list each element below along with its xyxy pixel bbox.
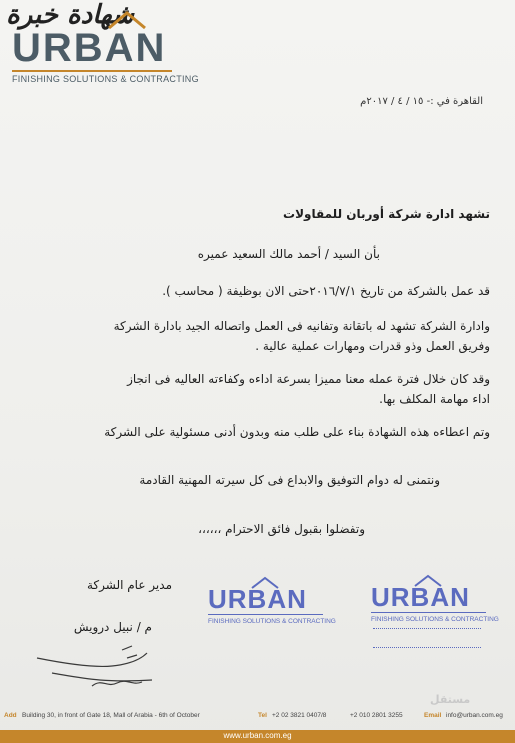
footer [0,708,515,728]
watermark: مستقل [430,693,471,706]
signature-block [22,568,172,698]
footer-address: Building 30, in front of Gate 18, Mall of Arabia - 6th of October [22,712,200,719]
body-line-1: تشهد ادارة شركة أوربان للمقاولات [283,207,490,221]
body-line-6: وقد كان خلال فترة عمله معنا مميزا بسرعة اداءه وكفاءته العاليه فى انجاز [127,372,490,386]
logo-tagline: FINISHING SOLUTIONS & CONTRACTING [12,74,199,84]
footer-mobile: +2 010 2801 3255 [350,712,403,719]
body-line-7: اداء مهامة المكلف بها. [379,392,490,406]
signature-role: مدير عام الشركة [86,578,172,592]
stamp-word: URBAN [371,582,470,612]
body-line-3: قد عمل بالشركة من تاريخ ٢٠١٦/٧/١حتى الان بوظيفة ( محاسب ). [162,284,490,298]
footer-email: info@urban.com.eg [446,712,503,719]
logo-divider [12,70,172,72]
footer-tel: +2 02 3821 0407/8 [272,712,327,719]
company-stamp-2 [363,574,499,654]
signature-name: م / نبيل درويش [73,620,152,634]
footer-tel-label: Tel [258,712,267,719]
body-line-9: ونتمنى له دوام التوفيق والابداع فى كل سيرته المهنية القادمة [139,473,440,487]
body-line-5: وفريق العمل وذو قدرات ومهارات عملية عالية . [255,339,490,353]
title-text: شهادة خبرة [6,0,134,30]
stamp-word: URBAN [208,584,307,614]
date-line: القاهرة في :- ١٥ / ٤ / ٢٠١٧م [360,96,483,107]
body-line-8: وتم اعطاءه هذه الشهادة بناء على طلب منه وبدون أدنى مسئولية على الشركة [104,425,490,439]
body-line-2: بأن السيد / أحمد مالك السعيد عميره [197,247,380,261]
stamp-tagline: FINISHING SOLUTIONS & CONTRACTING [371,616,499,623]
stamp-divider [371,612,486,613]
stamp-tagline: FINISHING SOLUTIONS & CONTRACTING [208,618,336,625]
handwritten-signature [32,638,172,698]
logo-word: URBAN [12,26,167,70]
stamp-registration-lines [373,628,481,648]
body-line-4: وادارة الشركة تشهد له باتقانة وتفانيه فى العمل واتصاله الجيد بادارة الشركة [113,319,490,333]
footer-add-label: Add [4,712,17,719]
footer-website: www.urban.com.eg [223,731,292,740]
urban-logo [12,8,199,88]
body-line-10: وتفضلوا بقبول فائق الاحترام ،،،،،، [198,522,365,536]
stamp-divider [208,614,323,615]
company-stamp-1 [200,576,336,636]
footer-email-label: Email [424,712,442,719]
